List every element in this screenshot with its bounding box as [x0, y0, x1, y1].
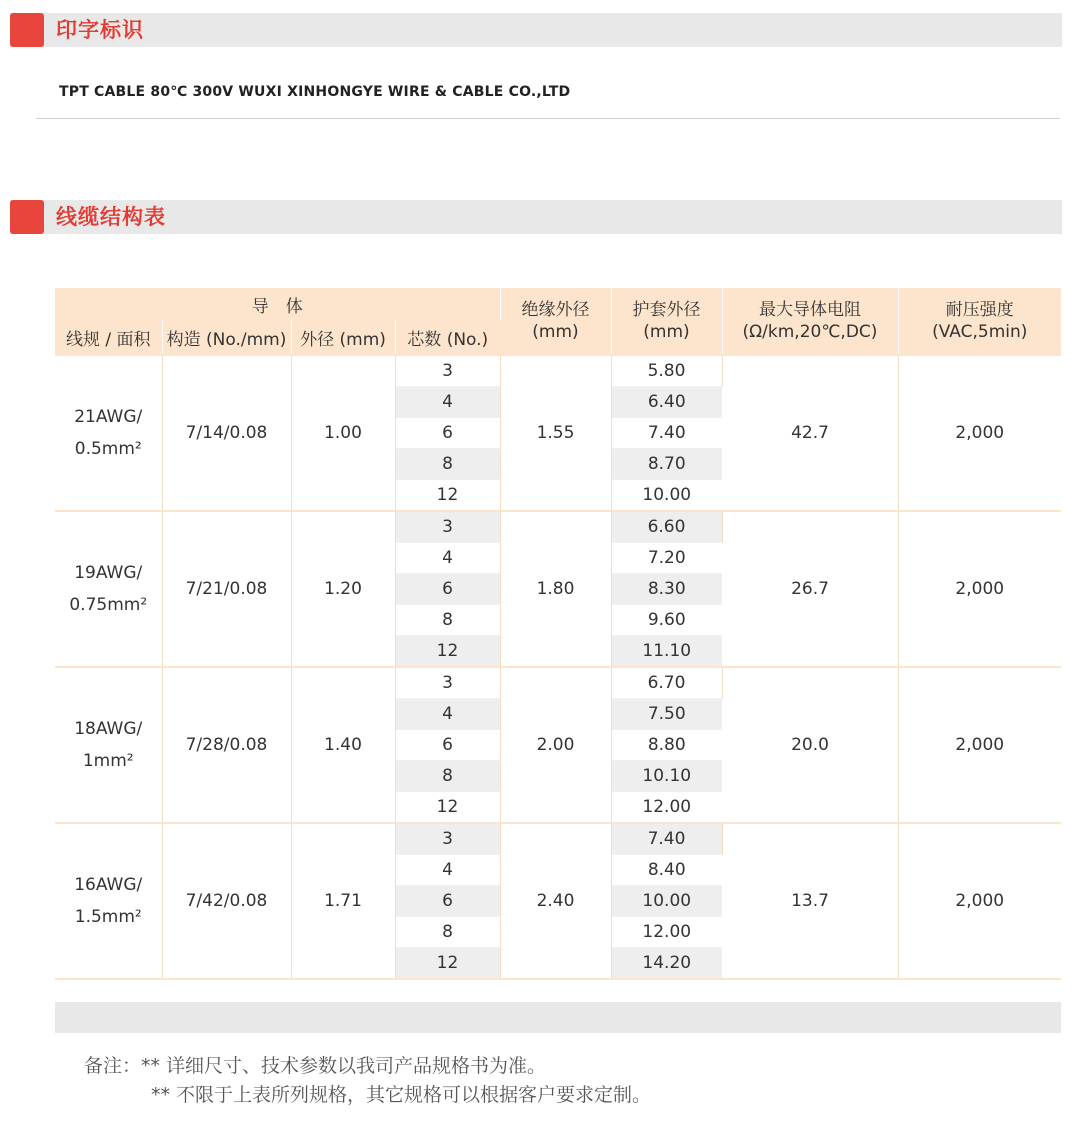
cell-sheath-od: 10.00: [611, 886, 722, 917]
cell-cores: 8: [395, 761, 500, 792]
cell-sheath-od: 8.40: [611, 855, 722, 886]
cell-sheath-od: 12.00: [611, 917, 722, 948]
header-unit: (Ω/km,20℃,DC): [742, 322, 878, 342]
header-label: 最大导体电阻: [759, 300, 861, 320]
cell-sheath-od: 8.70: [611, 449, 722, 480]
cell-sheath-od: 14.20: [611, 948, 722, 980]
cell-gauge: [55, 511, 162, 667]
divider: [36, 118, 1060, 119]
cell-cores: 4: [395, 855, 500, 886]
header-label: 耐压强度: [945, 300, 1014, 320]
header-sheath-od: [611, 288, 722, 355]
header-construction: 构造 (No./mm): [162, 320, 291, 355]
section-header-structure: [10, 200, 1062, 234]
cell-sheath-od: 10.00: [611, 480, 722, 512]
cell-construction: 7/42/0.08: [162, 823, 291, 979]
cell-cores: 3: [395, 823, 500, 855]
header-unit: (VAC,5min): [932, 322, 1028, 342]
cell-cores: 3: [395, 511, 500, 543]
cell-sheath-od: 6.70: [611, 667, 722, 699]
header-conductor-od: 外径 (mm): [291, 320, 395, 355]
cable-structure-table: [55, 288, 1061, 980]
cell-construction: 7/14/0.08: [162, 355, 291, 511]
cell-sheath-od: 7.50: [611, 699, 722, 730]
header-unit: (mm): [532, 322, 579, 342]
header-label: 绝缘外径: [521, 300, 590, 320]
cell-sheath-od: 12.00: [611, 792, 722, 824]
cell-sheath-od: 8.30: [611, 574, 722, 605]
gauge-line: 16AWG/: [74, 875, 143, 895]
cell-conductor-od: 1.00: [291, 355, 395, 511]
cell-cores: 3: [395, 667, 500, 699]
cell-cores: 4: [395, 699, 500, 730]
cell-cores: 12: [395, 480, 500, 512]
cell-construction: 7/21/0.08: [162, 511, 291, 667]
cell-cores: 6: [395, 886, 500, 917]
section-title: 印字标识: [56, 18, 144, 42]
gauge-area: 1mm²: [82, 751, 134, 771]
cell-resistance: 13.7: [722, 823, 898, 979]
notes: [84, 1052, 651, 1110]
cell-cores: 6: [395, 730, 500, 761]
cell-sheath-od: 9.60: [611, 605, 722, 636]
header-label: 护套外径: [632, 300, 701, 320]
cell-cores: 8: [395, 605, 500, 636]
cell-resistance: 26.7: [722, 511, 898, 667]
section-header-marking: [10, 13, 1062, 47]
cell-conductor-od: 1.40: [291, 667, 395, 823]
cell-sheath-od: 7.40: [611, 823, 722, 855]
gauge-line: 19AWG/: [74, 563, 143, 583]
footer-bar: [55, 1002, 1061, 1033]
cell-sheath-od: 8.80: [611, 730, 722, 761]
cell-insulation-od: 1.55: [500, 355, 611, 511]
header-voltage: [898, 288, 1061, 355]
cell-sheath-od: 7.40: [611, 418, 722, 449]
section-marker-icon: [10, 200, 44, 234]
cell-insulation-od: 1.80: [500, 511, 611, 667]
cell-sheath-od: 6.40: [611, 387, 722, 418]
cell-cores: 12: [395, 792, 500, 824]
cell-voltage: 2,000: [898, 823, 1061, 979]
note-line-2: ** 不限于上表所列规格，其它规格可以根据客户要求定制。: [151, 1084, 652, 1106]
cell-cores: 12: [395, 948, 500, 980]
table-row: [55, 667, 1061, 699]
cell-voltage: 2,000: [898, 667, 1061, 823]
note-line-1: 备注：** 详细尺寸、技术参数以我司产品规格书为准。: [84, 1055, 547, 1077]
header-conductor-group: 导 体: [55, 288, 500, 320]
cell-voltage: 2,000: [898, 355, 1061, 511]
cell-conductor-od: 1.71: [291, 823, 395, 979]
gauge-line: 18AWG/: [74, 719, 143, 739]
cell-cores: 3: [395, 355, 500, 387]
section-marker-icon: [10, 13, 44, 47]
cell-gauge: [55, 823, 162, 979]
cell-sheath-od: 6.60: [611, 511, 722, 543]
cell-cores: 8: [395, 917, 500, 948]
gauge-area: 1.5mm²: [74, 907, 142, 927]
gauge-line: 21AWG/: [74, 407, 143, 427]
cell-sheath-od: 5.80: [611, 355, 722, 387]
cell-resistance: 42.7: [722, 355, 898, 511]
header-unit: (mm): [643, 322, 690, 342]
cell-sheath-od: 10.10: [611, 761, 722, 792]
cell-insulation-od: 2.40: [500, 823, 611, 979]
cell-construction: 7/28/0.08: [162, 667, 291, 823]
gauge-area: 0.75mm²: [69, 595, 148, 615]
header-cores: 芯数 (No.): [395, 320, 500, 355]
cell-cores: 6: [395, 574, 500, 605]
gauge-area: 0.5mm²: [74, 439, 142, 459]
cell-resistance: 20.0: [722, 667, 898, 823]
cell-sheath-od: 11.10: [611, 636, 722, 668]
cell-conductor-od: 1.20: [291, 511, 395, 667]
cell-cores: 4: [395, 387, 500, 418]
cell-sheath-od: 7.20: [611, 543, 722, 574]
cell-gauge: [55, 355, 162, 511]
header-gauge: 线规 / 面积: [55, 320, 162, 355]
cell-cores: 12: [395, 636, 500, 668]
print-marking-text: TPT CABLE 80℃ 300V WUXI XINHONGYE WIRE & CABLE CO.,LTD: [59, 84, 571, 100]
header-resistance: [722, 288, 898, 355]
section-title: 线缆结构表: [56, 205, 166, 229]
table-row: [55, 823, 1061, 855]
cell-gauge: [55, 667, 162, 823]
cell-voltage: 2,000: [898, 511, 1061, 667]
cell-insulation-od: 2.00: [500, 667, 611, 823]
cell-cores: 8: [395, 449, 500, 480]
table-row: [55, 355, 1061, 387]
cell-cores: 6: [395, 418, 500, 449]
cell-cores: 4: [395, 543, 500, 574]
table-row: [55, 511, 1061, 543]
header-insulation-od: [500, 288, 611, 355]
